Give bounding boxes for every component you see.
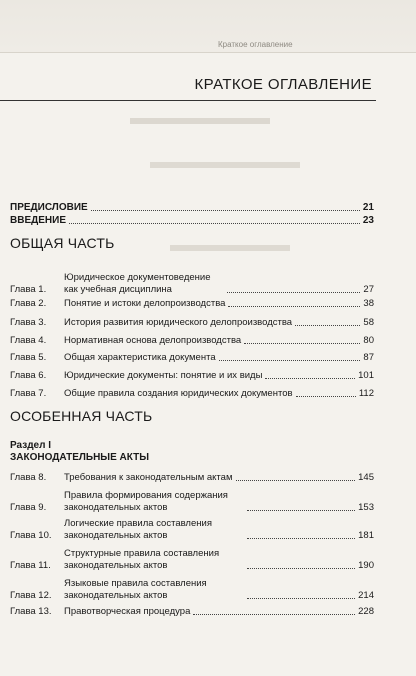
dot-leader [265, 378, 355, 379]
toc-entry-chapter-13[interactable] [10, 606, 374, 618]
toc-entry-title: Нормативная основа делопроизводства [64, 335, 242, 346]
dot-leader [219, 360, 361, 361]
running-head [0, 0, 416, 53]
dot-leader [296, 396, 356, 397]
section-label: Раздел I [10, 440, 52, 451]
bleed-through-decoration [150, 162, 300, 168]
toc-entry-title: Общая характеристика документа [64, 352, 216, 363]
toc-entry-chapter-5[interactable] [10, 352, 374, 364]
chapter-label: Глава 7. [10, 388, 47, 399]
chapter-label: Глава 13. [10, 606, 52, 617]
toc-entry-title: История развития юридического делопроизводства [64, 317, 293, 328]
dot-leader [247, 538, 355, 539]
toc-entry-page: 21 [362, 202, 374, 213]
toc-entry-title: Логические правила составления законодательных актов [64, 518, 212, 541]
toc-entry-chapter-9[interactable] [10, 490, 374, 514]
title-rule [0, 100, 376, 101]
toc-entry-page: 58 [363, 317, 374, 328]
toc-entry-page: 145 [358, 472, 374, 483]
toc-entry-page: 214 [358, 590, 374, 601]
dot-leader [247, 598, 355, 599]
toc-entry-chapter-2[interactable] [10, 298, 374, 310]
running-head-text: Краткое оглавление [218, 40, 293, 49]
dot-leader [244, 343, 360, 344]
section-title: ЗАКОНОДАТЕЛЬНЫЕ АКТЫ [10, 452, 149, 463]
chapter-label: Глава 2. [10, 298, 47, 309]
title-block [0, 70, 416, 104]
bleed-through-decoration [130, 118, 270, 124]
bleed-through-decoration [170, 245, 290, 251]
page-title: КРАТКОЕ ОГЛАВЛЕНИЕ [194, 76, 372, 93]
toc-entry-title: Требования к законодательным актам [64, 472, 233, 483]
toc-entry-page: 228 [358, 606, 374, 617]
toc-entry-chapter-8[interactable] [10, 472, 374, 484]
chapter-label: Глава 8. [10, 472, 47, 483]
dot-leader [228, 306, 360, 307]
toc-entry-title: Юридические документы: понятие и их виды [64, 370, 263, 381]
toc-entry-title: Общие правила создания юридических документов [64, 388, 293, 399]
toc-entry-page: 112 [358, 388, 374, 399]
toc-entry-page: 101 [358, 370, 374, 381]
toc-entry-page: 23 [362, 215, 374, 226]
dot-leader [69, 223, 360, 224]
dot-leader [91, 210, 360, 211]
chapter-label: Глава 11. [10, 560, 51, 571]
chapter-label: Глава 6. [10, 370, 47, 381]
toc-entry-chapter-11[interactable] [10, 548, 374, 572]
toc-entry-title: Понятие и истоки делопроизводства [64, 298, 226, 309]
toc-entry-chapter-6[interactable] [10, 370, 374, 382]
dot-leader [247, 510, 355, 511]
toc-entry-introduction[interactable] [10, 215, 374, 227]
chapter-label: Глава 12. [10, 590, 52, 601]
dot-leader [247, 568, 355, 569]
toc-entry-chapter-7[interactable] [10, 388, 374, 400]
chapter-label: Глава 3. [10, 317, 47, 328]
chapter-label: Глава 9. [10, 502, 47, 513]
toc-entry-preface[interactable] [10, 202, 374, 214]
dot-leader [193, 614, 355, 615]
toc-entry-page: 27 [363, 284, 374, 295]
toc-entry-title: Юридическое документоведение как учебная дисциплина [64, 272, 211, 295]
toc-entry-page: 80 [363, 335, 374, 346]
toc-entry-page: 38 [363, 298, 374, 309]
dot-leader [295, 325, 360, 326]
toc-entry-title: ВВЕДЕНИЕ [10, 215, 66, 226]
dot-leader [227, 292, 360, 293]
toc-entry-title: Правила формирования содержания законодательных актов [64, 490, 228, 513]
toc-entry-page: 153 [358, 502, 374, 513]
chapter-label: Глава 10. [10, 530, 52, 541]
toc-entry-title: Языковые правила составления законодательных актов [64, 578, 207, 601]
dot-leader [236, 480, 356, 481]
toc-entry-chapter-12[interactable] [10, 578, 374, 602]
toc-entry-chapter-1[interactable] [10, 272, 374, 296]
general-part-heading: ОБЩАЯ ЧАСТЬ [10, 235, 115, 251]
toc-entry-chapter-3[interactable] [10, 317, 374, 329]
toc-entry-page: 181 [358, 530, 374, 541]
toc-entry-title: ПРЕДИСЛОВИЕ [10, 202, 88, 213]
toc-entry-page: 87 [363, 352, 374, 363]
chapter-label: Глава 4. [10, 335, 47, 346]
special-part-heading: ОСОБЕННАЯ ЧАСТЬ [10, 408, 153, 424]
toc-entry-page: 190 [358, 560, 374, 571]
toc-entry-chapter-4[interactable] [10, 335, 374, 347]
toc-entry-title: Правотворческая процедура [64, 606, 191, 617]
toc-entry-title: Структурные правила составления законодательных актов [64, 548, 220, 571]
toc-entry-chapter-10[interactable] [10, 518, 374, 542]
chapter-label: Глава 5. [10, 352, 47, 363]
chapter-label: Глава 1. [10, 284, 47, 295]
